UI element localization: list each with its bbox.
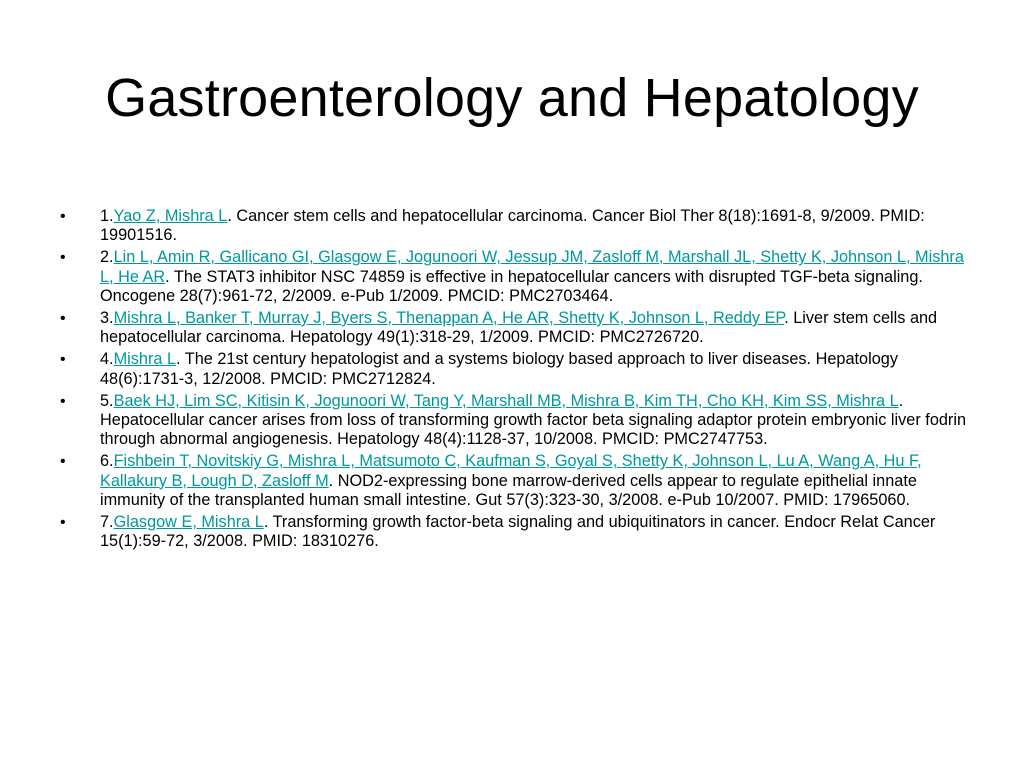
bullet-icon: • <box>60 249 66 267</box>
reference-number: 4. <box>100 350 114 369</box>
slide-title: Gastroenterology and Hepatology <box>105 68 919 128</box>
reference-authors-link[interactable]: Mishra L, Banker T, Murray J, Byers S, Thenappan A, He AR, Shetty K, Johnson L, Reddy EP <box>113 309 785 328</box>
reference-authors-link[interactable]: Mishra L <box>113 350 177 369</box>
reference-authors-link[interactable]: Glasgow E, Mishra L <box>113 513 264 532</box>
reference-number: 1. <box>100 207 114 225</box>
reference-text: . The 21st century hepatologist and a systems biology based approach to liver diseases. Hepatology 48(6):1731-3, 12/2008. PMCID: PMC2712824. <box>100 350 898 388</box>
reference-text: . Liver stem cells and hepatocellular carcinoma. Hepatology 49(1):318-29, 1/2009. PMCID: PMC2726720. <box>100 309 938 347</box>
reference-item-5 <box>58 392 968 450</box>
reference-authors-link[interactable]: Baek HJ, Lim SC, Kitisin K, Jogunoori W, Tang Y, Marshall MB, Mishra B, Kim TH, Cho KH, Kim SS, Mishra L <box>113 391 899 410</box>
reference-item-3 <box>58 309 968 347</box>
reference-authors-link[interactable]: Yao Z, Mishra L <box>113 207 228 225</box>
bullet-icon: • <box>60 351 66 369</box>
bullet-icon: • <box>60 392 66 410</box>
bullet-icon: • <box>60 310 66 328</box>
reference-item-1 <box>58 207 968 245</box>
reference-number: 6. <box>100 452 114 471</box>
reference-number: 3. <box>100 309 114 328</box>
bullet-icon: • <box>60 453 66 471</box>
reference-number: 5. <box>100 391 114 410</box>
reference-number: 2. <box>100 248 114 267</box>
reference-list <box>58 207 968 554</box>
reference-text: . Hepatocellular cancer arises from loss of transforming growth factor beta signaling adaptor protein embryonic liver fodrin through abnormal angiogenesis. Hepatology 48(4):1128-37, 10/2008. PMCID: PMC2747753. <box>100 391 967 449</box>
reference-item-7 <box>58 513 968 551</box>
reference-text: . Cancer stem cells and hepatocellular carcinoma. Cancer Biol Ther 8(18):1691-8, 9/2009. PMID: 19901516. <box>100 207 925 245</box>
reference-number: 7. <box>100 513 114 532</box>
reference-text: . Transforming growth factor-beta signaling and ubiquitinators in cancer. Endocr Relat Cancer 15(1):59-72, 3/2008. PMID: 18310276. <box>100 513 936 551</box>
reference-item-6 <box>58 452 968 510</box>
reference-text: . NOD2-expressing bone marrow-derived cells appear to regulate epithelial innate immunity of the transplanted human small intestine. Gut 57(3):323-30, 3/2008. e-Pub 10/2007. PMID: 17965060. <box>100 471 917 509</box>
bullet-icon: • <box>60 514 66 532</box>
reference-authors-link[interactable]: Fishbein T, Novitskiy G, Mishra L, Matsumoto C, Kaufman S, Goyal S, Shetty K, Johnson L, Lu A, Wang A, Hu F, Kallakury B, Lough D, Zasloff M <box>100 452 922 490</box>
reference-item-2 <box>58 248 968 306</box>
reference-authors-link[interactable]: Lin L, Amin R, Gallicano GI, Glasgow E, Jogunoori W, Jessup JM, Zasloff M, Marshall JL, Shetty K, Johnson L, Mishra L, He AR <box>100 248 964 286</box>
reference-item-4 <box>58 350 968 388</box>
bullet-icon: • <box>60 208 66 225</box>
reference-text: . The STAT3 inhibitor NSC 74859 is effective in hepatocellular cancers with disrupted TGF-beta signaling. Oncogene 28(7):961-72, 2/2009. e-Pub 1/2009. PMCID: PMC2703464. <box>100 267 923 305</box>
